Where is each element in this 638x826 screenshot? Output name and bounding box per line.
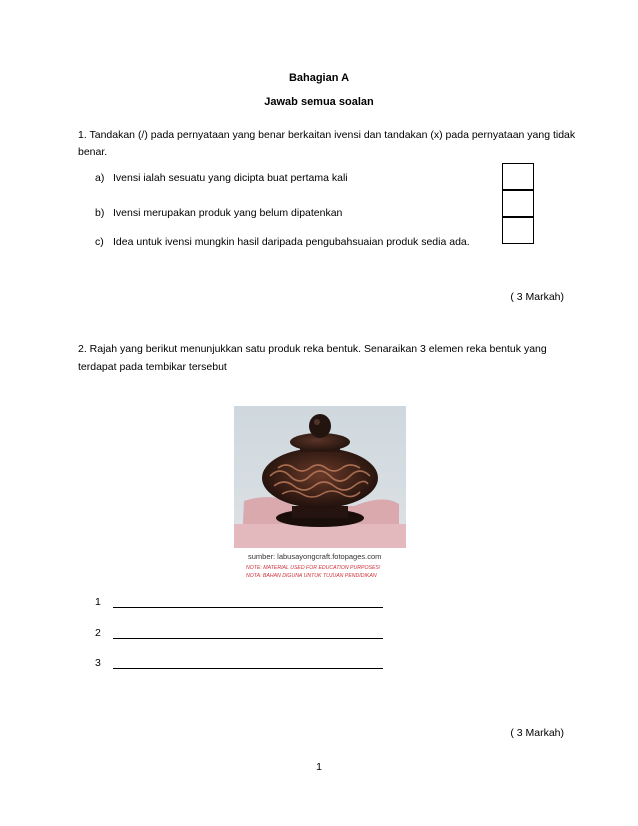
q2-answer-2-number: 2 (95, 627, 101, 639)
q1-item-c-text: Idea untuk ivensi mungkin hasil daripada pengubahsuaian produk sedia ada. (113, 236, 470, 248)
q1-item-a (95, 172, 348, 184)
q1-item-b-label: b) (95, 207, 105, 219)
q1-item-c-label: c) (95, 236, 104, 248)
section-instruction: Jawab semua soalan (264, 96, 374, 108)
photo-note-english: NOTE: MATERIAL USED FOR EDUCATION PURPOSES! (246, 565, 381, 571)
photo-note-malay: NOTA: BAHAN DIGUNA UNTUK TUJUAN PENDIDIKAN (246, 573, 377, 579)
q2-answer-3-line[interactable] (113, 658, 383, 669)
q2-answer-2 (95, 627, 383, 639)
q1-item-a-label: a) (95, 172, 105, 184)
section-title: Bahagian A (288, 72, 350, 84)
question-2-text: 2. Rajah yang berikut menunjukkan satu produk reka bentuk. Senaraikan 3 elemen reka bentuk yang terdapat pada tembikar tersebut (78, 343, 547, 373)
q2-marks: ( 3 Markah) (510, 727, 564, 739)
q2-answer-3 (95, 657, 383, 669)
page-number: 1 (316, 761, 322, 773)
q2-answer-1-number: 1 (95, 596, 101, 608)
q1-item-b-text: Ivensi merupakan produk yang belum dipatenkan (113, 207, 343, 219)
photo-source-caption: sumber: labusayongcraft.fotopages.com (248, 552, 382, 561)
q2-answer-1 (95, 596, 383, 608)
q1-answer-box-b[interactable] (502, 190, 534, 217)
q2-answer-3-number: 3 (95, 657, 101, 669)
q2-answer-1-line[interactable] (113, 597, 383, 608)
q1-answer-box-a[interactable] (502, 163, 534, 190)
q1-answer-box-c[interactable] (502, 217, 534, 244)
q2-answer-2-line[interactable] (113, 628, 383, 639)
q1-item-a-text: Ivensi ialah sesuatu yang dicipta buat pertama kali (113, 172, 348, 184)
pottery-photo (234, 406, 406, 583)
question-1-text: 1. Tandakan (/) pada pernyataan yang benar berkaitan ivensi dan tandakan (x) pada pernyataan yang tidak benar. (78, 129, 576, 158)
q1-item-c (95, 236, 470, 248)
q1-marks: ( 3 Markah) (510, 291, 564, 303)
q1-item-b (95, 207, 342, 219)
